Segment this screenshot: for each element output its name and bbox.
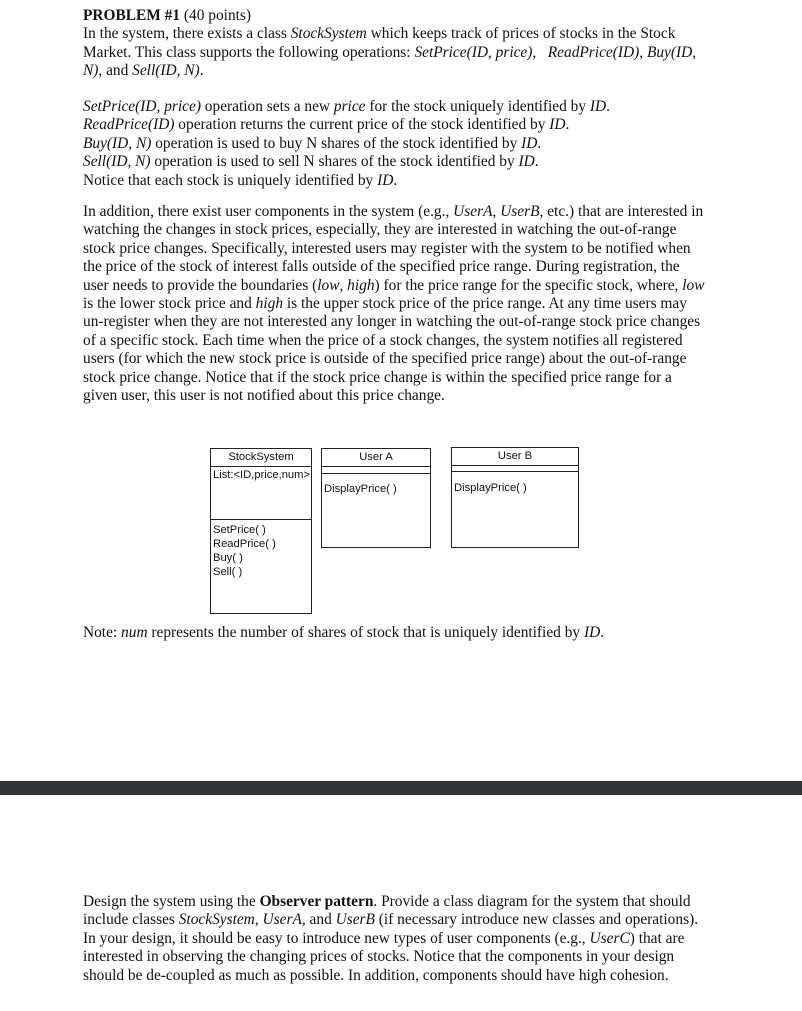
operations-list: [83, 98, 707, 190]
class-name: User B: [452, 448, 578, 466]
addition-paragraph: In addition, there exist user components in the system (e.g., UserA, UserB, etc.) that are interested in watching the changes in stock prices, especially, they are interested in watching the out-of-range stock price changes. Specifically, interested users may register with the system to be notified when the price of the stock of interest falls outside of the specified price range. During registration, the user needs to provide the boundaries (low, high) for the price range for the specific stock, where, low is the lower stock price and high is the upper stock price of the price range. At any time users may un-register when they are not interested any longer in watching the out-of-range stock price changes of a specific stock. Each time when the price of a stock changes, the system notifies all registered users (for which the new stock price is outside of the specified price range) about the out-of-range stock price change. Notice that if the stock price change is within the specified price range for a given user, this user is not notified about this price change.: [83, 203, 705, 405]
class-box-user-a: [321, 448, 431, 548]
document-page-2: [0, 796, 802, 1011]
class-method: DisplayPrice( ): [454, 482, 527, 494]
problem-heading: PROBLEM #1: [83, 7, 181, 24]
class-method: ReadPrice( ): [213, 538, 276, 550]
observer-pattern: Observer pattern: [259, 893, 374, 910]
op-sell: Sell(ID, N) operation is used to sell N shares of the stock identified by ID.: [83, 153, 539, 171]
problem-points: (40 points): [183, 7, 252, 24]
op-readprice: ReadPrice(ID) operation returns the current price of the stock identified by ID.: [83, 116, 570, 134]
note-line: Note: num represents the number of shares of stock that is uniquely identified by ID.: [83, 624, 605, 641]
design-paragraph: Design the system using the Observer pattern. Provide a class diagram for the system that should include classes StockSystem, UserA, and UserB (if necessary introduce new classes and operations). In your design, it should be easy to introduce new types of user components (e.g., UserC) that are interested in observing the changing prices of stocks. Notice that the components in your design should be de-coupled as much as possible. In addition, components should have high cohesion.: [83, 893, 699, 984]
class-method: Sell( ): [213, 566, 243, 578]
notice-unique-id: Notice that each stock is uniquely identified by ID.: [83, 171, 398, 189]
intro-paragraph: [83, 7, 707, 81]
class-separator: [322, 473, 430, 474]
class-name-stocksystem: StockSystem: [290, 25, 367, 43]
class-name: StockSystem: [211, 449, 311, 467]
intro-text: In the system, there exists a class StockSystem which keeps track of prices of stocks in the Stock Market. This class supports the following operations: SetPrice(ID, price), ReadPrice(ID), Buy(ID, N), and Sell(ID, N).: [83, 25, 697, 80]
class-attribute: List:<ID,price,num>: [213, 469, 311, 481]
class-method: DisplayPrice( ): [324, 483, 397, 495]
page-divider: [0, 781, 802, 795]
class-separator: [452, 471, 578, 472]
class-separator: [211, 519, 311, 520]
op-buy: Buy(ID, N) operation is used to buy N shares of the stock identified by ID.: [83, 134, 542, 152]
op-setprice: SetPrice(ID, price) operation sets a new price for the stock uniquely identified by ID.: [83, 98, 611, 115]
class-name: User A: [322, 449, 430, 467]
class-box-stocksystem: [210, 448, 312, 614]
class-method: Buy( ): [213, 552, 243, 564]
class-method: SetPrice( ): [213, 524, 266, 536]
class-box-user-b: [451, 447, 579, 548]
